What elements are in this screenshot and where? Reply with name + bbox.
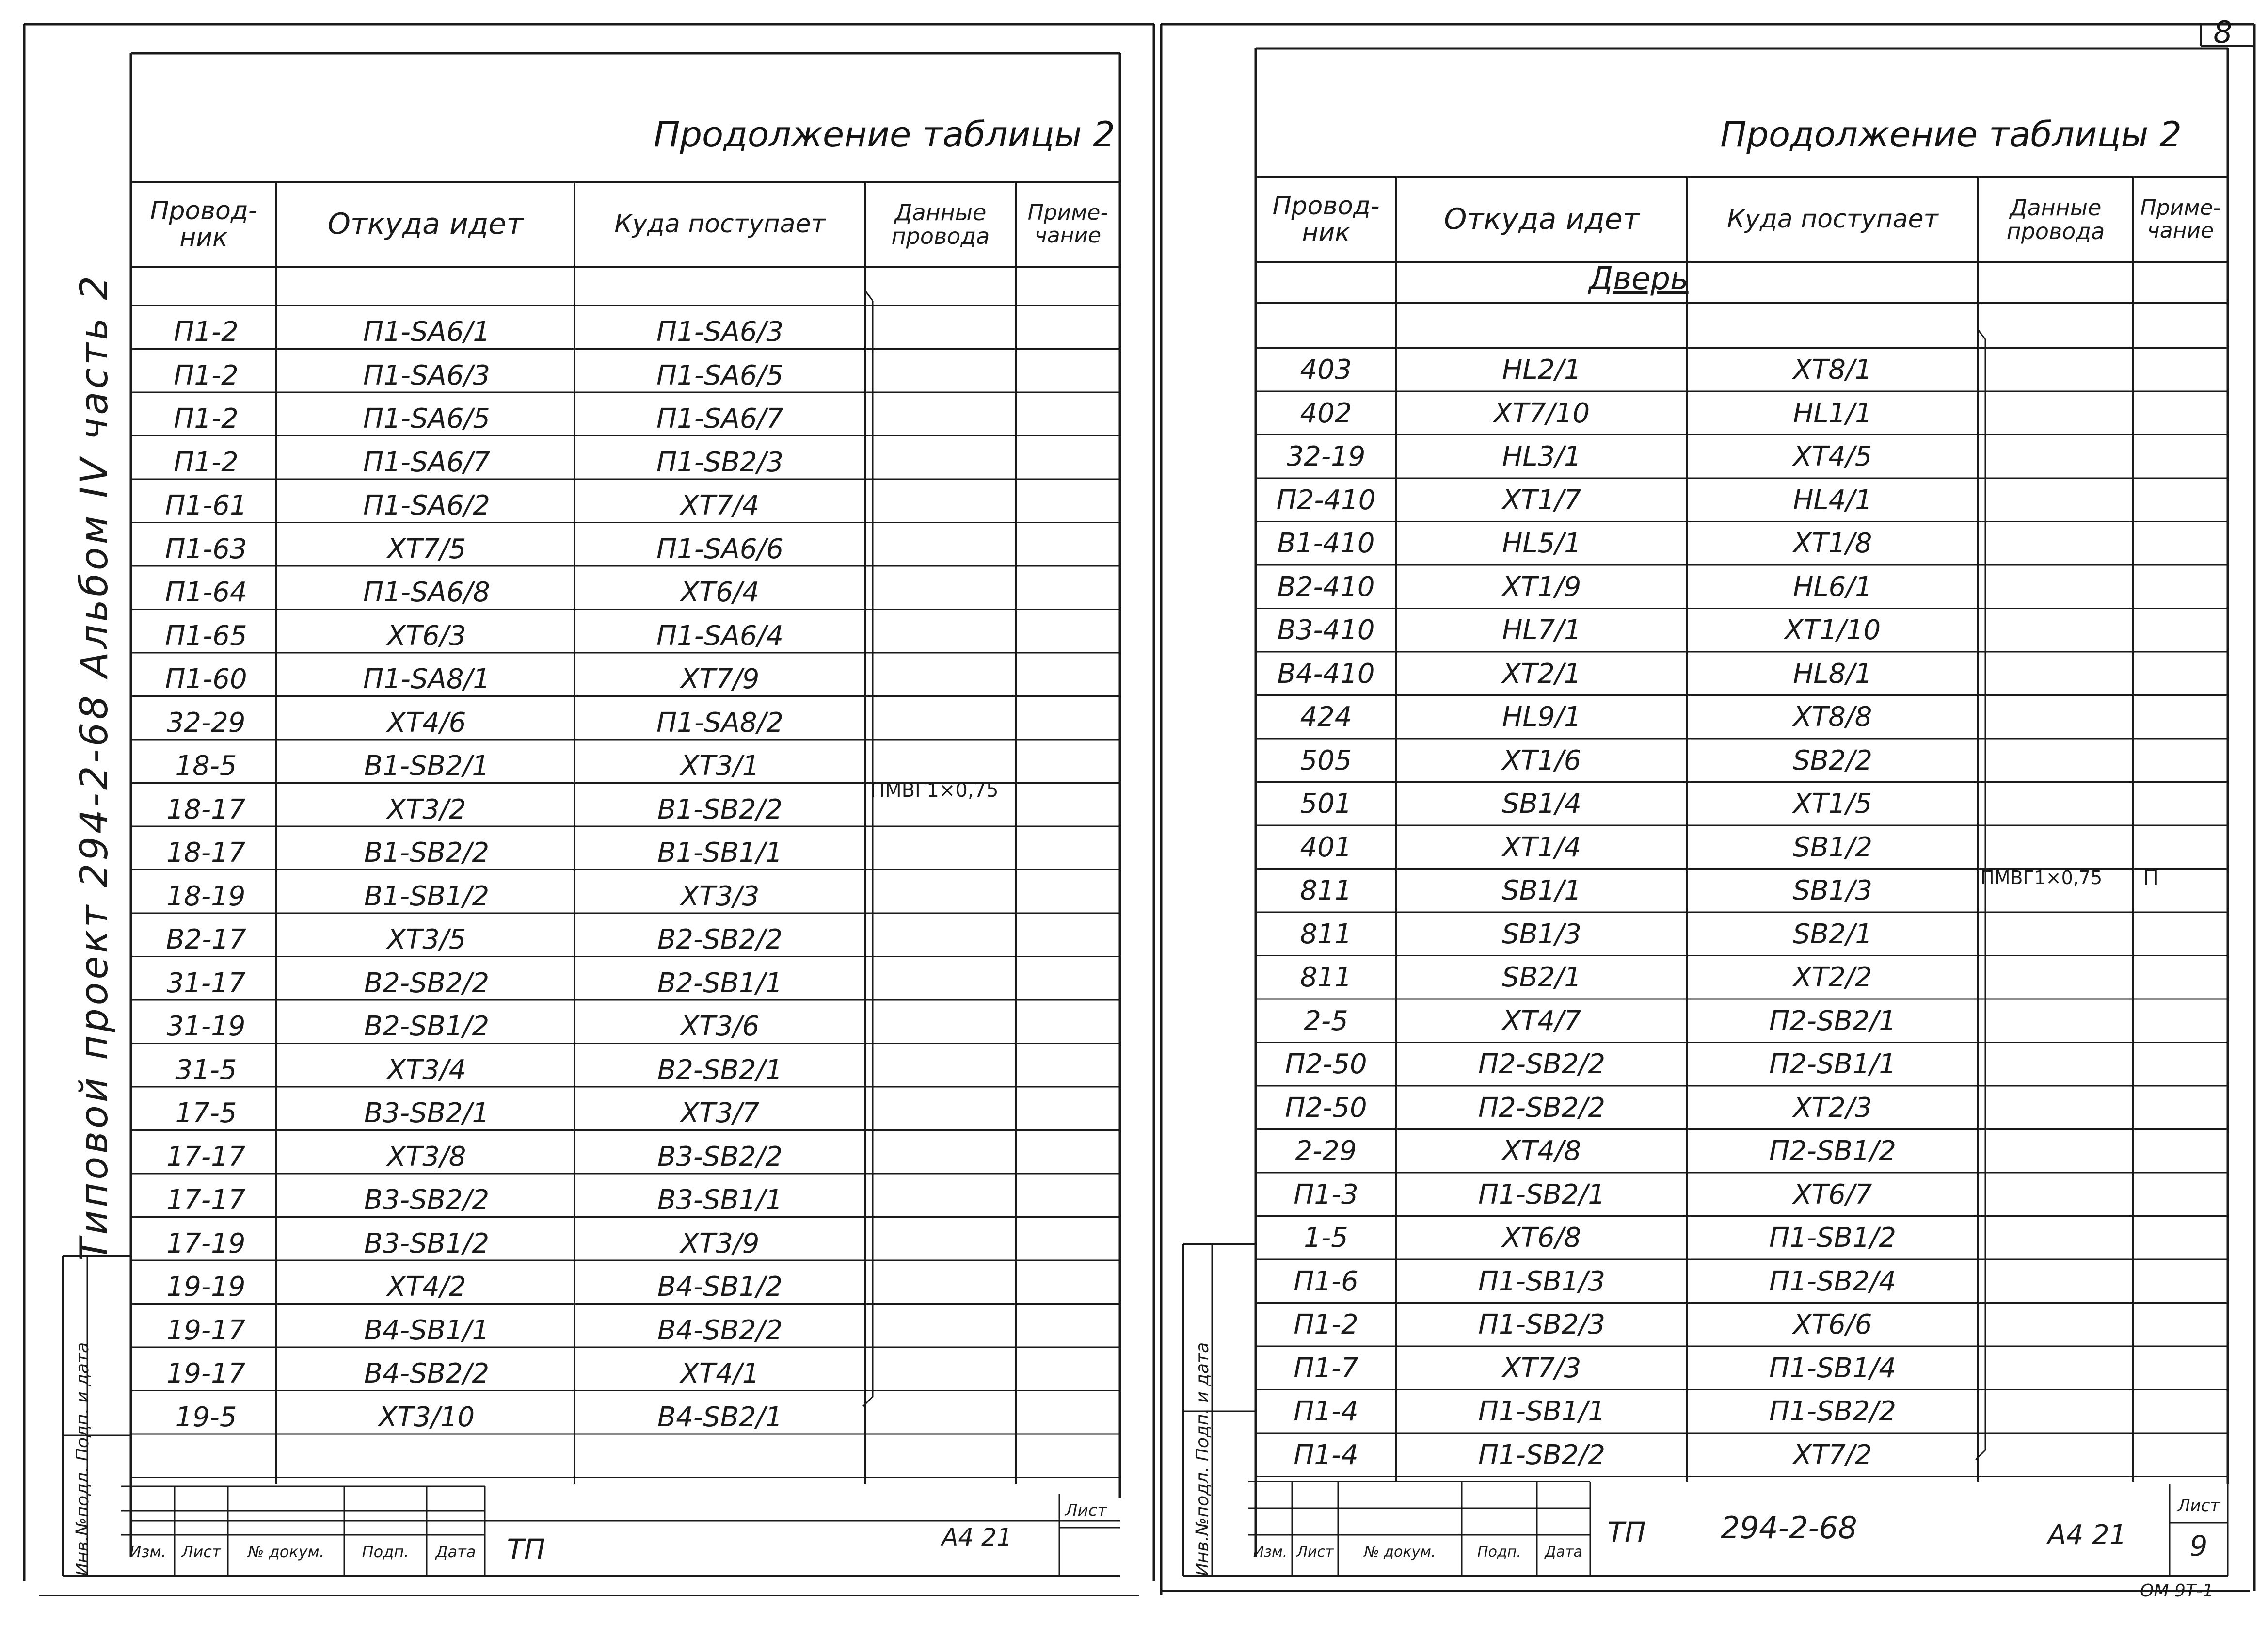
left-stamp-list: Лист	[181, 1543, 221, 1561]
left-row-25-to: XT4/1	[680, 1358, 760, 1390]
right-row-6-from: XT1/9	[1502, 571, 1581, 603]
left-stamp-izm: Изм.	[129, 1543, 166, 1561]
right-row-2-to: HL1/1	[1793, 397, 1872, 429]
right-row-5-wire: В1-410	[1277, 528, 1375, 560]
left-row-18-from: XT3/4	[387, 1054, 466, 1086]
right-stamp-code: ТП	[1607, 1516, 1646, 1549]
left-row-6-to: П1-SA6/6	[656, 533, 783, 565]
left-row-6-wire: П1-63	[165, 533, 247, 565]
left-margin-stamp: Инв.№подл. Подп. и дата	[73, 1342, 93, 1576]
page-number: 8	[2213, 15, 2233, 50]
right-row-4-wire: П2-410	[1276, 484, 1376, 516]
left-header-data: Данные провода	[891, 199, 990, 249]
left-row-24-to: В4-SB2/2	[657, 1314, 783, 1346]
right-row-2-from: XT7/10	[1493, 397, 1590, 429]
right-row-9-to: XT8/8	[1793, 701, 1872, 733]
left-row-21-from: В3-SB2/2	[364, 1184, 490, 1216]
right-row-5-to: XT1/8	[1793, 528, 1872, 560]
right-row-25-from: П1-SB1/1	[1478, 1396, 1606, 1428]
right-row-17-wire: П2-50	[1285, 1048, 1367, 1080]
left-row-2-to: П1-SA6/5	[656, 359, 783, 391]
right-row-14-wire: 811	[1300, 918, 1352, 950]
left-row-20-from: XT3/8	[387, 1141, 466, 1173]
right-row-12-wire: 401	[1300, 831, 1352, 863]
right-row-14-to: SB2/1	[1792, 918, 1873, 950]
right-row-7-wire: В3-410	[1277, 614, 1375, 646]
left-row-24-from: В4-SB1/1	[364, 1314, 490, 1346]
left-row-26-to: В4-SB2/1	[657, 1401, 783, 1433]
right-row-8-from: XT2/1	[1502, 658, 1581, 690]
left-row-12-wire: 18-17	[166, 793, 246, 825]
left-row-10-wire: 32-29	[166, 707, 246, 739]
right-row-11-from: SB1/4	[1501, 788, 1582, 820]
right-row-7-from: HL7/1	[1502, 614, 1581, 646]
left-row-3-from: П1-SA6/5	[363, 403, 490, 435]
right-row-13-to: SB1/3	[1792, 875, 1873, 907]
right-row-26-wire: П1-4	[1294, 1439, 1358, 1471]
right-row-22-from: П1-SB1/3	[1478, 1265, 1606, 1297]
left-row-19-to: XT3/7	[680, 1097, 760, 1129]
left-row-16-wire: 31-17	[166, 967, 246, 999]
right-row-21-wire: 1-5	[1304, 1222, 1348, 1254]
right-row-20-to: XT6/7	[1793, 1178, 1872, 1210]
right-row-4-to: HL4/1	[1793, 484, 1872, 516]
left-row-2-from: П1-SA6/3	[363, 359, 490, 391]
right-row-11-to: XT1/5	[1793, 788, 1872, 820]
right-row-22-wire: П1-6	[1294, 1265, 1358, 1297]
left-row-20-wire: 17-17	[166, 1141, 246, 1173]
left-row-23-to: В4-SB1/2	[657, 1271, 783, 1303]
left-row-16-to: В2-SB1/1	[657, 967, 783, 999]
right-row-23-from: П1-SB2/3	[1478, 1309, 1606, 1341]
left-stamp-sheet-label: Лист	[1065, 1501, 1107, 1520]
right-row-6-to: HL6/1	[1793, 571, 1872, 603]
right-row-14-from: SB1/3	[1501, 918, 1582, 950]
left-row-7-wire: П1-64	[165, 577, 247, 609]
right-header-note: Приме- чание	[2140, 195, 2221, 243]
right-row-15-wire: 811	[1300, 962, 1352, 994]
left-header-to: Куда поступает	[614, 209, 826, 239]
right-row-26-from: П1-SB2/2	[1478, 1439, 1606, 1471]
right-section-title: Дверь	[1589, 261, 1689, 297]
right-row-17-to: П2-SB1/1	[1769, 1048, 1897, 1080]
left-row-25-from: В4-SB2/2	[364, 1358, 490, 1390]
left-row-14-wire: 18-19	[166, 880, 246, 912]
left-row-26-wire: 19-5	[175, 1401, 237, 1433]
left-row-1-to: П1-SA6/3	[656, 316, 783, 348]
left-row-15-wire: В2-17	[166, 924, 246, 956]
left-row-16-from: В2-SB2/2	[364, 967, 490, 999]
right-row-24-from: XT7/3	[1502, 1352, 1581, 1384]
left-row-22-wire: 17-19	[166, 1227, 246, 1259]
left-row-12-from: XT3/2	[387, 793, 466, 825]
right-row-18-from: П2-SB2/2	[1478, 1092, 1606, 1124]
left-row-11-wire: 18-5	[175, 750, 237, 782]
right-stamp-project: 294-2-68	[1721, 1510, 1857, 1546]
left-row-11-to: XT3/1	[680, 750, 760, 782]
right-row-19-wire: 2-29	[1295, 1135, 1357, 1167]
left-stamp-sign: Подп.	[362, 1543, 409, 1561]
right-header-wire: Провод- ник	[1272, 191, 1380, 247]
left-stamp-format: А4 21	[942, 1523, 1012, 1551]
right-row-3-wire: 32-19	[1286, 441, 1366, 473]
right-row-4-from: XT1/7	[1502, 484, 1581, 516]
left-row-17-from: В2-SB1/2	[364, 1011, 490, 1043]
right-row-19-from: XT4/8	[1502, 1135, 1581, 1167]
right-row-10-to: SB2/2	[1792, 744, 1873, 776]
right-row-13-from: SB1/1	[1501, 875, 1582, 907]
right-row-26-to: XT7/2	[1793, 1439, 1872, 1471]
right-row-16-wire: 2-5	[1304, 1005, 1348, 1037]
right-row-11-wire: 501	[1300, 788, 1352, 820]
left-header-wire: Провод- ник	[150, 196, 257, 252]
left-row-5-to: XT7/4	[680, 490, 760, 522]
left-stamp-doc: № докум.	[248, 1543, 324, 1561]
left-margin-title: Типовой проект 294-2-68 Альбом IV часть 2	[73, 273, 116, 1261]
right-table-title: Продолжение таблицы 2	[1720, 114, 2182, 155]
right-row-8-to: HL8/1	[1793, 658, 1872, 690]
right-row-2-wire: 402	[1300, 397, 1352, 429]
right-row-12-from: XT1/4	[1502, 831, 1581, 863]
left-row-3-to: П1-SA6/7	[656, 403, 783, 435]
left-row-13-to: В1-SB1/1	[657, 837, 783, 869]
left-row-26-from: XT3/10	[378, 1401, 475, 1433]
right-margin-stamp: Инв.№подл. Подп. и дата	[1193, 1342, 1213, 1576]
right-row-9-from: HL9/1	[1502, 701, 1581, 733]
left-row-19-from: В3-SB2/1	[364, 1097, 490, 1129]
left-row-9-from: П1-SA8/1	[363, 663, 490, 695]
left-row-3-wire: П1-2	[174, 403, 239, 435]
right-header-data: Данные провода	[2006, 194, 2105, 244]
right-row-1-to: XT8/1	[1793, 354, 1872, 386]
right-wire-data: ПМВГ1×0,75	[1981, 867, 2103, 888]
right-row-16-from: XT4/7	[1502, 1005, 1581, 1037]
left-row-18-to: В2-SB2/1	[657, 1054, 783, 1086]
left-row-15-from: XT3/5	[387, 924, 466, 956]
left-row-17-wire: 31-19	[166, 1011, 246, 1043]
right-stamp-format: А4 21	[2047, 1519, 2127, 1551]
right-row-12-to: SB1/2	[1792, 831, 1873, 863]
right-header-from: Откуда идет	[1444, 202, 1640, 236]
right-row-15-to: XT2/2	[1793, 962, 1872, 994]
right-stamp-sheet-label: Лист	[2177, 1496, 2220, 1515]
right-row-20-from: П1-SB2/1	[1478, 1178, 1606, 1210]
left-row-14-from: В1-SB1/2	[364, 880, 490, 912]
right-row-18-wire: П2-50	[1285, 1092, 1367, 1124]
right-row-25-wire: П1-4	[1294, 1396, 1358, 1428]
left-row-1-from: П1-SA6/1	[363, 316, 490, 348]
right-row-10-wire: 505	[1300, 744, 1352, 776]
right-header-to: Куда поступает	[1727, 205, 1938, 234]
right-stamp-izm: Изм.	[1253, 1543, 1288, 1561]
left-wire-data: ПМВГ1×0,75	[870, 779, 999, 802]
left-row-4-from: П1-SA6/7	[363, 446, 490, 478]
left-row-15-to: В2-SB2/2	[657, 924, 783, 956]
right-row-6-wire: В2-410	[1277, 571, 1375, 603]
right-row-1-from: HL2/1	[1502, 354, 1581, 386]
right-row-16-to: П2-SB2/1	[1769, 1005, 1897, 1037]
left-row-22-to: XT3/9	[680, 1227, 760, 1259]
left-table-title: Продолжение таблицы 2	[654, 114, 1115, 155]
right-row-24-to: П1-SB1/4	[1769, 1352, 1897, 1384]
left-row-21-to: В3-SB1/1	[657, 1184, 783, 1216]
left-row-4-to: П1-SB2/3	[656, 446, 784, 478]
left-row-10-from: XT4/6	[387, 707, 466, 739]
left-row-18-wire: 31-5	[175, 1054, 237, 1086]
left-row-10-to: П1-SA8/2	[656, 707, 783, 739]
left-row-23-wire: 19-19	[166, 1271, 246, 1303]
left-row-9-to: XT7/9	[680, 663, 760, 695]
right-stamp-list: Лист	[1296, 1543, 1334, 1561]
left-row-23-from: XT4/2	[387, 1271, 466, 1303]
right-footer-mark: ОМ 9Т-1	[2140, 1580, 2214, 1601]
left-row-8-from: XT6/3	[387, 620, 466, 652]
right-row-23-to: XT6/6	[1793, 1309, 1872, 1341]
right-row-19-to: П2-SB1/2	[1769, 1135, 1897, 1167]
right-row-20-wire: П1-3	[1294, 1178, 1358, 1210]
left-stamp-code: ТП	[507, 1533, 545, 1566]
left-row-22-from: В3-SB1/2	[364, 1227, 490, 1259]
right-row-21-from: XT6/8	[1502, 1222, 1581, 1254]
right-stamp-sign: Подп.	[1477, 1543, 1521, 1561]
left-row-7-to: XT6/4	[680, 577, 760, 609]
right-row-15-from: SB2/1	[1501, 962, 1582, 994]
right-row-23-wire: П1-2	[1294, 1309, 1358, 1341]
right-row-9-wire: 424	[1300, 701, 1352, 733]
right-stamp-doc: № докум.	[1364, 1543, 1436, 1561]
right-row-7-to: XT1/10	[1784, 614, 1881, 646]
left-row-4-wire: П1-2	[174, 446, 239, 478]
right-row-25-to: П1-SB2/2	[1769, 1396, 1897, 1428]
left-row-11-from: В1-SB2/1	[364, 750, 490, 782]
right-row-17-from: П2-SB2/2	[1478, 1048, 1606, 1080]
right-row-1-wire: 403	[1300, 354, 1352, 386]
left-row-6-from: XT7/5	[387, 533, 466, 565]
left-header-from: Откуда идет	[327, 207, 524, 241]
right-row-8-wire: В4-410	[1277, 658, 1375, 690]
right-stamp-date: Дата	[1545, 1543, 1582, 1561]
left-row-9-wire: П1-60	[165, 663, 247, 695]
left-row-8-to: П1-SA6/4	[656, 620, 783, 652]
left-row-19-wire: 17-5	[175, 1097, 237, 1129]
left-stamp-date: Дата	[435, 1543, 476, 1561]
left-header-note: Приме- чание	[1027, 200, 1108, 248]
left-row-1-wire: П1-2	[174, 316, 239, 348]
left-row-25-wire: 19-17	[166, 1358, 246, 1390]
left-row-5-wire: П1-61	[165, 490, 247, 522]
left-row-7-from: П1-SA6/8	[363, 577, 490, 609]
right-row-3-from: HL3/1	[1502, 441, 1581, 473]
left-row-17-to: XT3/6	[680, 1011, 760, 1043]
left-row-5-from: П1-SA6/2	[363, 490, 490, 522]
right-row-13-wire: 811	[1300, 875, 1352, 907]
right-row-22-to: П1-SB2/4	[1769, 1265, 1897, 1297]
left-row-12-to: В1-SB2/2	[657, 793, 783, 825]
right-row-24-wire: П1-7	[1294, 1352, 1358, 1384]
left-row-21-wire: 17-17	[166, 1184, 246, 1216]
left-row-8-wire: П1-65	[165, 620, 247, 652]
left-row-24-wire: 19-17	[166, 1314, 246, 1346]
right-row-5-from: HL5/1	[1502, 528, 1581, 560]
left-row-13-from: В1-SB2/2	[364, 837, 490, 869]
right-row-21-to: П1-SB1/2	[1769, 1222, 1897, 1254]
right-stamp-sheet-number: 9	[2189, 1529, 2208, 1563]
left-row-13-wire: 18-17	[166, 837, 246, 869]
right-row-3-to: XT4/5	[1793, 441, 1872, 473]
right-note: П	[2143, 865, 2159, 890]
right-row-10-from: XT1/6	[1502, 744, 1581, 776]
left-row-14-to: XT3/3	[680, 880, 760, 912]
right-row-18-to: XT2/3	[1793, 1092, 1872, 1124]
left-row-2-wire: П1-2	[174, 359, 239, 391]
left-row-20-to: В3-SB2/2	[657, 1141, 783, 1173]
